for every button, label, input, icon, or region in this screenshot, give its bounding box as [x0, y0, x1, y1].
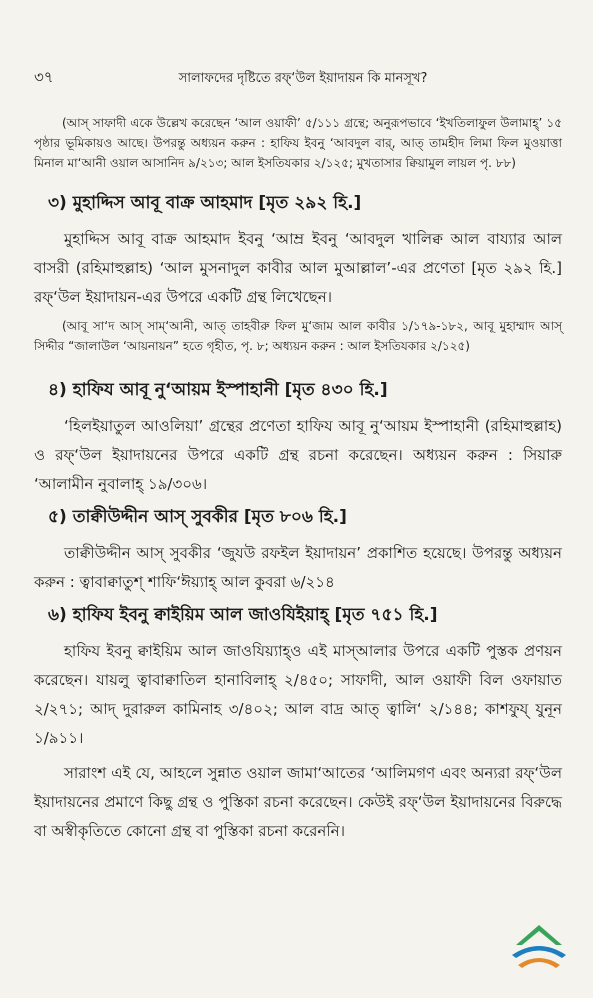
book-page: [34, 66, 562, 852]
page-header: [34, 66, 562, 91]
section-heading-5: ৫) তাক্বীউদ্দীন আস্ সুবকীর [মৃত ৮০৬ হি.]: [48, 507, 347, 527]
section-heading-6: ৬) হাফিয ইবনু ক্বাইয়িম আল জাওযিইয়াহ্ [মৃত ৭৫১ হি.]: [48, 605, 438, 625]
footnote-reference: (আবূ সা‘দ আস্ সাম্‘আনী, আত্ তাহবীরু ফিল মু‘জাম আল কাবীর ১/১৭৯-১৮২, আবূ মুহাম্মাদ আস্ সিদ্দীর “জালাউল ‘আয়নায়ন” হতে গৃহীত, পৃ. ৮; অধ্যয়ন করুন : আল ইসতিযকার ২/১২৫): [34, 319, 562, 353]
section-body-3: মুহাদ্দিস আবূ বাক্র আহমাদ ইবনু ‘আম্র ইবনু ‘আবদুল খালিক্ব আল বায্যার আল বাসরী (রহিমাহুল্লাহ) ‘আল মুসনাদুল কাবীর আল মুআল্লাল’-এর প্রণেতা [মৃত ২৯২ হি.] রফ্‘উল ইয়াদায়ন-এর উপরে একটি গ্রন্থ লিখেছেন।: [34, 230, 562, 306]
section-body-5: তাক্বীউদ্দীন আস্ সুবকীর ‘জুযউ রফইল ইয়াদায়ন’ প্রকাশিত হয়েছে। উপরন্তু অধ্যয়ন করুন : ত্বাবাক্বাতুশ্ শাফি‘ঈয়্যাহ্ আল কুবরা ৬/২১৪: [34, 544, 562, 591]
summary-paragraph: সারাংশ এই যে, আহলে সুন্নাত ওয়াল জামা‘আতের ‘আলিমগণ এবং অন্যরা রফ্‘উল ইয়াদায়নের প্রমাণে কিছু গ্রন্থ ও পুস্তিকা রচনা করেছেন। কেউই রফ্‘উল ইয়াদায়নের বিরুদ্ধে বা অস্বীকৃতিতে কোনো গ্রন্থ বা পুস্তিকা রচনা করেননি।: [34, 764, 562, 840]
section-heading-4: ৪) হাফিয আবূ নু‘আয়ম ইস্পাহানী [মৃত ৪৩০ হি.]: [48, 380, 388, 400]
publisher-logo-icon: [508, 915, 570, 975]
running-title: সালাফদের দৃষ্টিতে রফ্‘উল ইয়াদায়ন কি মানসূখ?: [178, 71, 428, 86]
footnote-reference: (আস্ সাফাদী একে উল্লেখ করেছেন ‘আল ওয়াফী’ ৫/১১১ গ্রন্থে; অনুরূপভাবে ‘ইখতিলাফুল উলামাহ্’ ১৫ পৃষ্ঠার ভূমিকায়ও আছে। উপরন্তু অধ্যয়ন করুন : হাফিয ইবনু ‘আবদুল বার্, আত্ তামহীদ লিমা ফিল মুওয়াত্তা মিনাল মা‘আনী ওয়াল আসানিদ ৯/২১৩; আল ইসতিযকার ২/১২৫; মুখতাসার ক্বিয়ামুল লায়ল পৃ. ৮৮): [34, 116, 562, 170]
section-heading-3: ৩) মুহাদ্দিস আবূ বাক্র আহমাদ [মৃত ২৯২ হি.]: [48, 193, 362, 213]
page-number: ৩৭: [34, 68, 54, 86]
section-body-6: হাফিয ইবনু ক্বাইয়িম আল জাওযিয়্যাহ্ও এই মাস্আলার উপরে একটি পুস্তক প্রণয়ন করেছেন। যায়লু ত্বাবাক্বাতিল হানাবিলাহ্ ২/৪৫০; সাফাদী, আল ওয়াফী বিল ওফায়াত ২/২৭১; আদ্ দুরারুল কামিনাহ ৩/৪০২; আল বাদ্র আত্ ত্বালি‘ ২/১৪৪; কাশফুয্ যুনূন ১/৯১১।: [34, 642, 562, 747]
section-body-4: ‘হিলইয়াতুল আওলিয়া’ গ্রন্থের প্রণেতা হাফিয আবূ নু‘আয়ম ইস্পাহানী (রহিমাহুল্লাহ) ও রফ্‘উল ইয়াদায়নের উপরে একটি গ্রন্থ রচনা করেছেন। অধ্যয়ন করুন : সিয়ারু ‘আলামীন নুবালাহ্ ১৯/৩০৬।: [34, 417, 562, 493]
